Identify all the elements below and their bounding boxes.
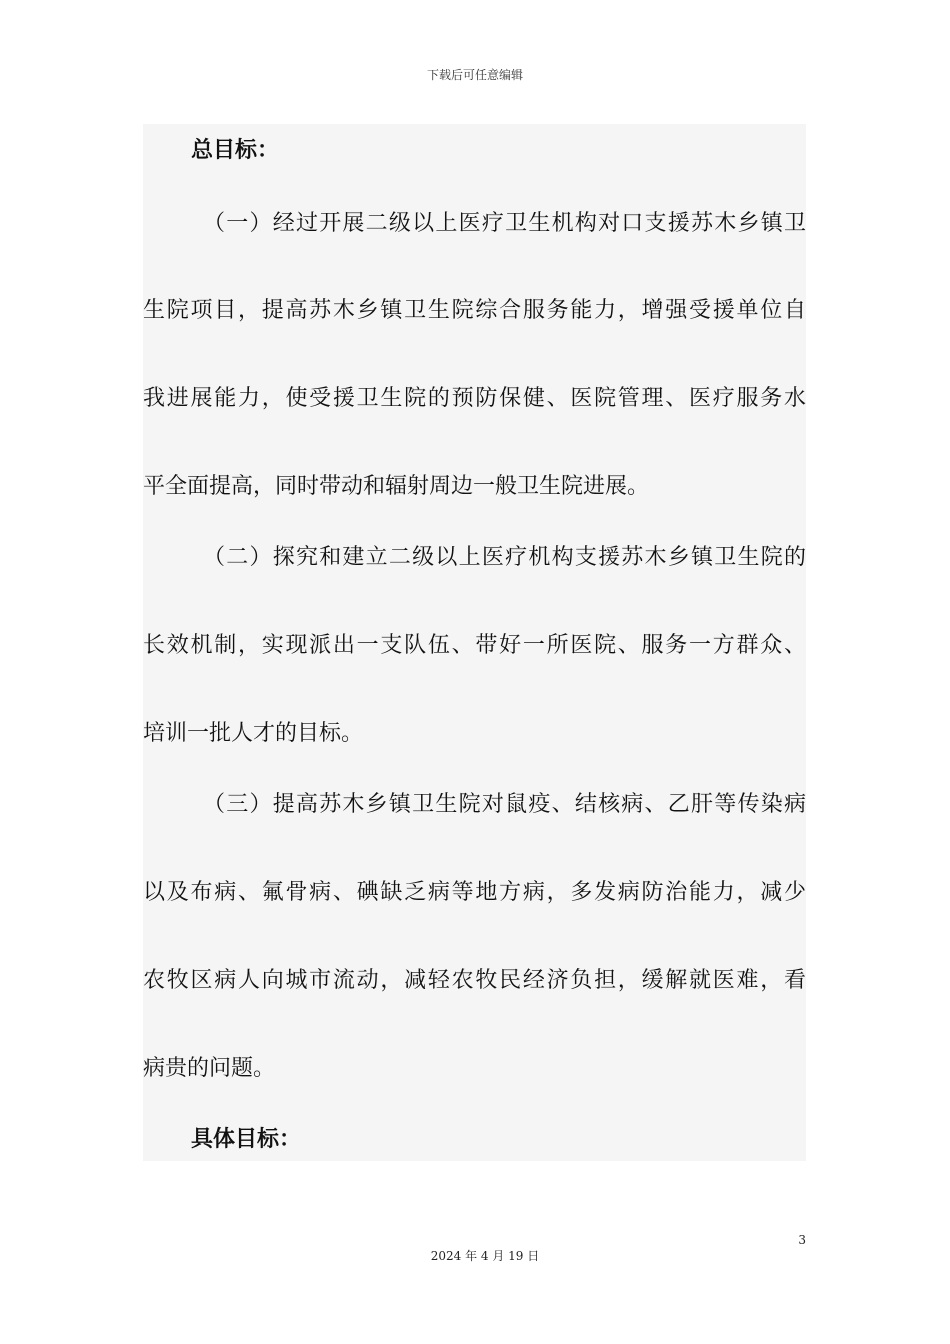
goal2-line: 培训一批人才的目标。 [143,721,364,746]
goal1-line: 生院项目，提高苏木乡镇卫生院综合服务能力，增强受援单位自 [143,298,806,323]
goal1-line: 平全面提高，同时带动和辐射周边一般卫生院进展。 [143,474,650,499]
heading-specific-goals: 具体目标： [191,1127,302,1152]
goal3-line: 农牧区病人向城市流动，减轻农牧民经济负担，缓解就医难，看 [143,968,806,993]
goal3-line: 病贵的问题。 [143,1056,276,1081]
goal3-line: 以及布病、氟骨病、碘缺乏病等地方病，多发病防治能力，减少 [143,880,806,905]
goal1-line: （一）经过开展二级以上医疗卫生机构对口支援苏木乡镇卫 [203,211,806,236]
goal2-line: 长效机制，实现派出一支队伍、带好一所医院、服务一方群众、 [143,633,806,658]
document-body [143,124,806,1161]
heading-overall-goal: 总目标： [191,138,280,163]
goal3-line: （三）提高苏木乡镇卫生院对鼠疫、结核病、乙肝等传染病 [203,792,806,817]
goal1-line: 我进展能力，使受援卫生院的预防保健、医院管理、医疗服务水 [143,386,806,411]
goal2-line: （二）探究和建立二级以上医疗机构支援苏木乡镇卫生院的 [203,545,806,570]
page-number: 3 [798,1233,806,1247]
footer-date: 2024 年 4 月 19 日 [430,1249,540,1263]
header-note: 下载后可任意编辑 [426,68,523,82]
